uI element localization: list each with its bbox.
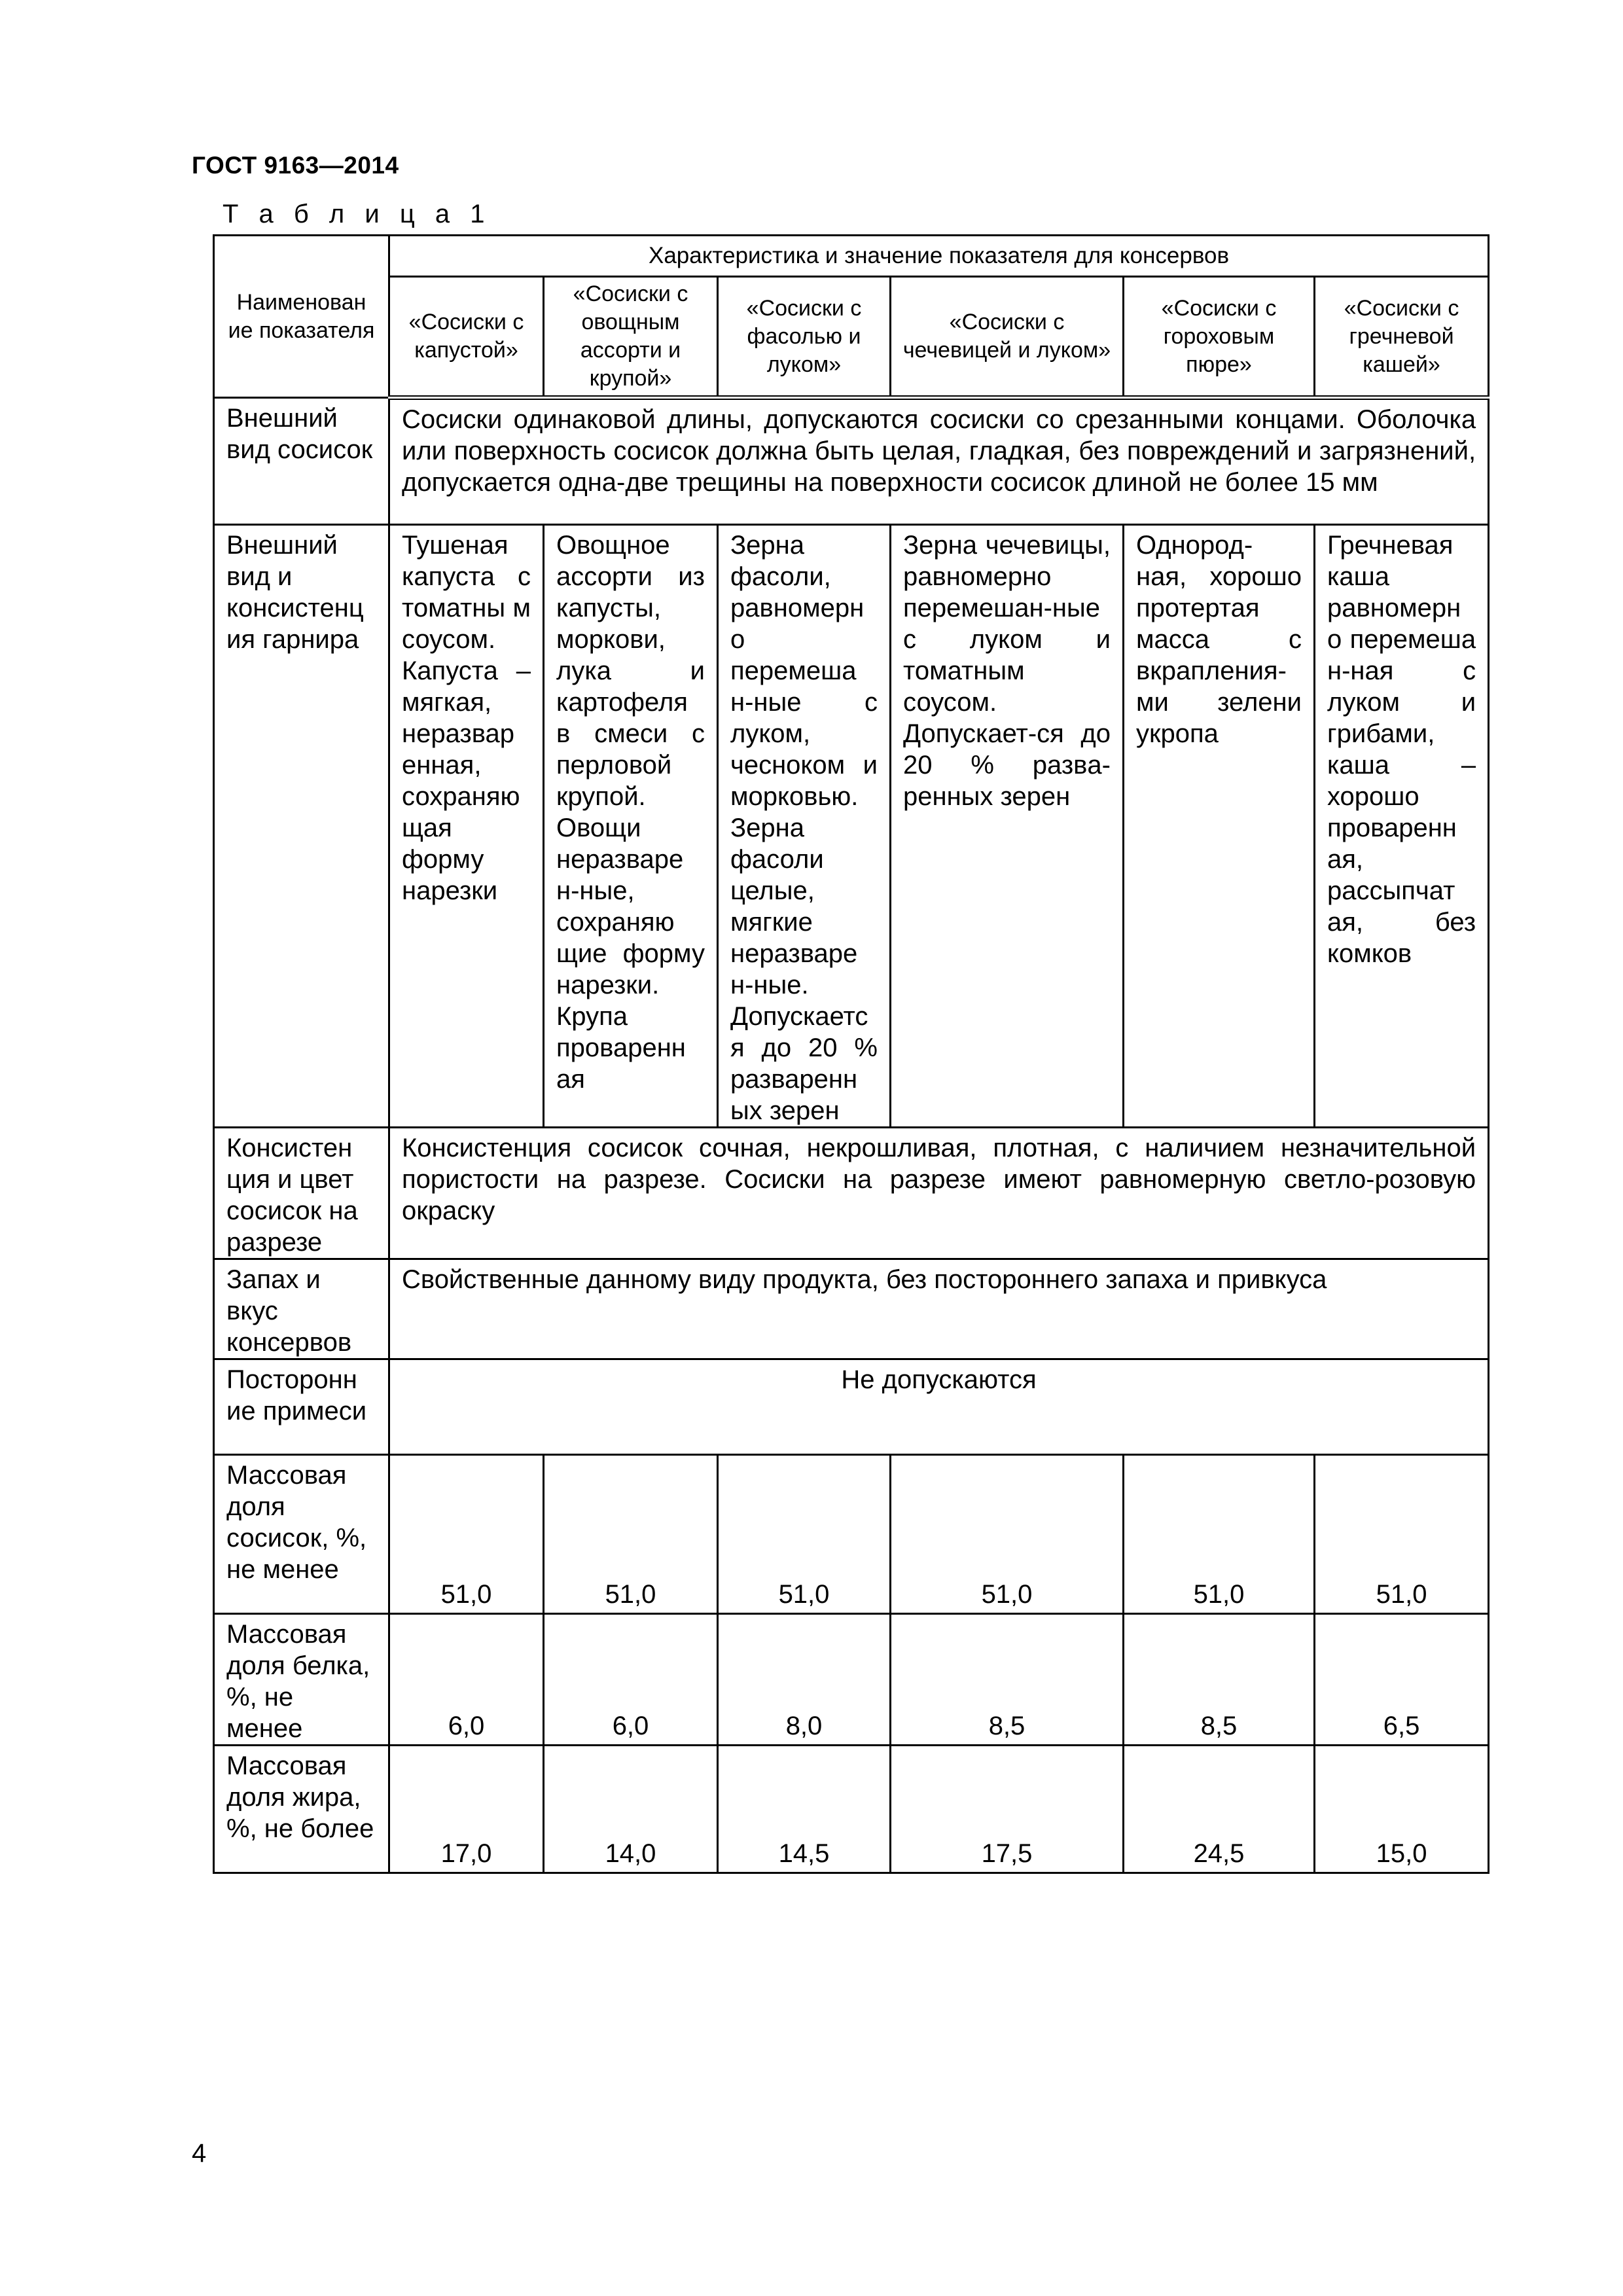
row-label: Запах и вкус консервов [214, 1259, 389, 1359]
cell-value: 8,0 [718, 1614, 891, 1746]
cell-value: 51,0 [891, 1455, 1124, 1614]
cell-value: 51,0 [389, 1455, 544, 1614]
row-label: Посторонн ие примеси [214, 1359, 389, 1455]
cell-value: 6,0 [389, 1614, 544, 1746]
row-value: Сосиски одинаковой длины, допускаются сосиски со срезанными концами. Оболочка или поверхность сосисок должна быть целая, гладкая, без повреждений и загрязнений, допускается одна-две трещины на поверхности сосисок длиной не более 15 мм [389, 398, 1489, 525]
product-header: «Сосиски с капустой» [389, 277, 544, 398]
cell-value: 14,5 [718, 1746, 891, 1873]
column-header-name: Наименован ие показателя [214, 236, 389, 398]
row-value: Консистенция сосисок сочная, некрошливая, плотная, с наличием незначительной пористости на разрезе. Сосиски на разрезе имеют равномерную светло-розовую окраску [389, 1128, 1489, 1259]
table-row [214, 525, 1489, 1128]
cell-value: 24,5 [1124, 1746, 1315, 1873]
table-header-row-products [214, 277, 1489, 398]
table-caption: Т а б л и ц а 1 [223, 200, 491, 228]
cell-value: Тушеная капуста с томатны м соусом. Капуста – мягкая, неразвар енная, сохраняю щая форму нарезки [389, 525, 544, 1128]
row-label: Массовая доля белка, %, не менее [214, 1614, 389, 1746]
page-number: 4 [192, 2139, 207, 2168]
cell-value: 51,0 [544, 1455, 718, 1614]
product-header: «Сосиски с гороховым пюре» [1124, 277, 1315, 398]
product-header: «Сосиски с гречневой кашей» [1315, 277, 1489, 398]
table-header-row [214, 236, 1489, 277]
group-header: Характеристика и значение показателя для консервов [389, 236, 1489, 277]
table-row [214, 398, 1489, 525]
row-label: Массовая доля сосисок, %, не менее [214, 1455, 389, 1614]
product-header: «Сосиски с чечевицей и луком» [891, 277, 1124, 398]
cell-value: Овощное ассорти из капусты, моркови, лука и картофеля в смеси с перловой крупой. Овощи неразваре н-ные, сохраняю щие форму нарезки. Крупа проваренн ая [544, 525, 718, 1128]
cell-value: Зерна чечевицы, равномерно перемешан-ные с луком и томатным соусом. Допускает-ся до 20 % развa-ренных зерен [891, 525, 1124, 1128]
cell-value: Зерна фасоли, равномерн о перемеша н-ные с луком, чесноком и морковью. Зерна фасоли целые, мягкие неразваре н-ные. Допускаетс я до 20 % разваренн ых зерен [718, 525, 891, 1128]
cell-value: 17,0 [389, 1746, 544, 1873]
row-label: Консистен ция и цвет сосисок на разрезе [214, 1128, 389, 1259]
cell-value: 6,0 [544, 1614, 718, 1746]
cell-value: Однород-ная, хорошо протертая масса с вкрапления-ми зелени укропа [1124, 525, 1315, 1128]
table-row [214, 1359, 1489, 1455]
row-label: Массовая доля жира, %, не более [214, 1746, 389, 1873]
table-row [214, 1455, 1489, 1614]
table-row [214, 1128, 1489, 1259]
table-row [214, 1259, 1489, 1359]
row-value: Не допускаются [389, 1359, 1489, 1455]
cell-value: 51,0 [1124, 1455, 1315, 1614]
product-header: «Сосиски с овощным ассорти и крупой» [544, 277, 718, 398]
table-row [214, 1746, 1489, 1873]
cell-value: 8,5 [891, 1614, 1124, 1746]
cell-value: 6,5 [1315, 1614, 1489, 1746]
row-label: Внешний вид сосисок [214, 398, 389, 525]
cell-value: 51,0 [1315, 1455, 1489, 1614]
table-row [214, 1614, 1489, 1746]
cell-value: 51,0 [718, 1455, 891, 1614]
row-label: Внешний вид и консистенц ия гарнира [214, 525, 389, 1128]
cell-value: 17,5 [891, 1746, 1124, 1873]
row-value: Свойственные данному виду продукта, без постороннего запаха и привкуса [389, 1259, 1489, 1359]
cell-value: 15,0 [1315, 1746, 1489, 1873]
specification-table [213, 234, 1489, 1874]
cell-value: Гречневая каша равномерн о перемеша н-ная с луком и грибами, каша – хорошо проваренн ая, рассыпчат ая, без комков [1315, 525, 1489, 1128]
cell-value: 8,5 [1124, 1614, 1315, 1746]
cell-value: 14,0 [544, 1746, 718, 1873]
product-header: «Сосиски с фасолью и луком» [718, 277, 891, 398]
standard-header: ГОСТ 9163—2014 [192, 152, 399, 179]
